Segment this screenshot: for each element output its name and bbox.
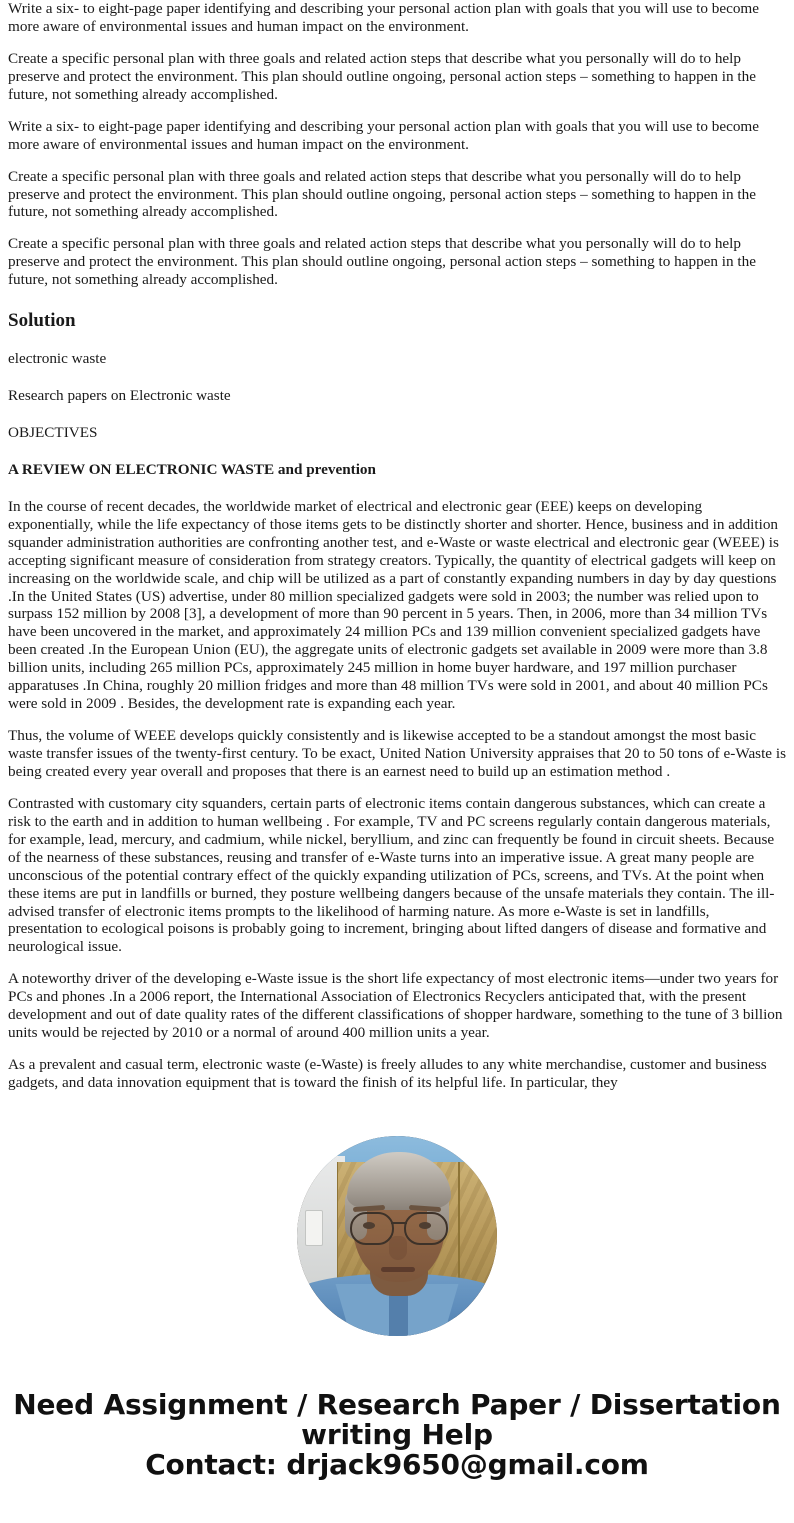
footer-contact: Contact: drjack9650@gmail.com xyxy=(145,1448,649,1482)
article-title: A REVIEW ON ELECTRONIC WASTE and prevention xyxy=(8,460,376,478)
prompt-paragraph-3: Write a six- to eight-page paper identifying and describing your personal action plan with goals that you will use to become more aware of environmental issues and human impact on the environment. xyxy=(8,117,759,153)
photo-glasses-lens-right xyxy=(404,1212,448,1245)
footer-headline: Need Assignment / Research Paper / Dissertation writing Help xyxy=(13,1387,781,1452)
avatar xyxy=(297,1136,497,1336)
prompt-paragraph-2: Create a specific personal plan with three goals and related action steps that describe what you personally will do to help preserve and protect the environment. This plan should outline ongoing, personal action steps – something to happen in the future, not something already accomplished. xyxy=(8,49,756,103)
photo-wall-switch xyxy=(305,1210,323,1246)
objectives-label: OBJECTIVES xyxy=(8,423,98,441)
photo-glasses-lens-left xyxy=(350,1212,394,1245)
prompt-paragraph-1: Write a six- to eight-page paper identifying and describing your personal action plan with goals that you will use to become more aware of environmental issues and human impact on the environment. xyxy=(8,0,759,35)
solution-topic: electronic waste xyxy=(8,350,107,368)
article-paragraph-2: Thus, the volume of WEEE develops quickly consistently and is likewise accepted to be a standout amongst the most basic waste transfer issues of the twenty-first century. To be exact, United Nation University appraises that 20 to 50 tons of e-Waste is being created every year overall and proposes that there is an earnest need to build up an estimation method . xyxy=(8,727,786,780)
article-paragraph-5: As a prevalent and casual term, electronic waste (e-Waste) is freely alludes to any white merchandise, customer and business gadgets, and data innovation equipment that is toward the finish of its helpful life. In particular, they xyxy=(8,1056,767,1092)
article-paragraph-1: In the course of recent decades, the worldwide market of electrical and electronic gear (EEE) keeps on developing exponentially, while the life expectancy of those items gets to be distinctly shorter and shorter. Hence, business and in addition squander administration authorities are confronting another test, and e-Waste or waste electrical and electronic gear (WEEE) is accepting significant measure of consideration from strategy creators. Typically, the quantity of electrical gadgets will keep on increasing on the worldwide scale, and chip will be utilized as a part of constantly expanding numbers in day by day questions .In the United States (US) advertise, under 80 million specialized gadgets were sold in 2003; the number was relied upon to surpass 152 million by 2008 [3], a development of more than 90 percent in 5 years. Then, in 2006, more than 34 million TVs have been uncovered in the market, and approximately 24 million PCs and 139 million convenient specialized gadgets have been created .In the European Union (EU), the aggregate units of electronic gadgets set available in 2009 were more than 3.8 billion units, including 265 million PCs, approximately 245 million in home buyer hardware, and 197 million purchaser apparatuses .In China, roughly 20 million fridges and more than 48 million TVs were sold in 2001, and about 40 million PCs were sold in 2009 . Besides, the development rate is expanding each year. xyxy=(8,497,779,713)
footer-cta xyxy=(0,1387,794,1482)
photo-mouth xyxy=(381,1267,415,1272)
avatar-container xyxy=(0,1136,794,1336)
prompt-paragraph-5: Create a specific personal plan with three goals and related action steps that describe what you personally will do to help preserve and protect the environment. This plan should outline ongoing, personal action steps – something to happen in the future, not something already accomplished. xyxy=(8,235,756,289)
solution-heading: Solution xyxy=(8,310,76,332)
solution-subtitle: Research papers on Electronic waste xyxy=(8,387,231,405)
prompt-paragraph-4: Create a specific personal plan with three goals and related action steps that describe what you personally will do to help preserve and protect the environment. This plan should outline ongoing, personal action steps – something to happen in the future, not something already accomplished. xyxy=(8,167,756,221)
photo-nose xyxy=(389,1236,407,1260)
article-paragraph-4: A noteworthy driver of the developing e-Waste issue is the short life expectancy of most electronic items—under two years for PCs and phones .In a 2006 report, the International Association of Electronics Recyclers anticipated that, with the present development and out of date quality rates of the different classifications of shopper hardware, something to the tune of 3 billion units would be rejected by 2010 or a normal of around 400 million units a year. xyxy=(8,970,783,1042)
article-body-clipped xyxy=(8,498,786,1106)
photo-wood-panel xyxy=(459,1162,497,1286)
photo-shirt-placket xyxy=(389,1290,408,1336)
photo-glasses-bridge xyxy=(391,1222,407,1225)
article-paragraph-3: Contrasted with customary city squanders, certain parts of electronic items contain dangerous substances, which can create a risk to the earth and in addition to human wellbeing . For example, TV and PC screens regularly contain dangerous materials, for example, lead, mercury, and cadmium, while nickel, beryllium, and zinc can frequently be found in circuit sheets. Because of the nearness of these substances, reusing and transfer of e-Waste turns into an imperative issue. A great many people are unconscious of the potential contrary effect of the quickly expanding utilization of PCs, screens, and TVs. At the point when these items are put in landfills or burned, they posture wellbeing dangers because of the unsafe materials they contain. The ill-advised transfer of electronic items prompts to the likelihood of harming nature. As more e-Waste is set in landfills, presentation to ecological poisons is probably going to increment, bringing about lifted dangers of disease and formative and neurological issue. xyxy=(8,794,775,956)
